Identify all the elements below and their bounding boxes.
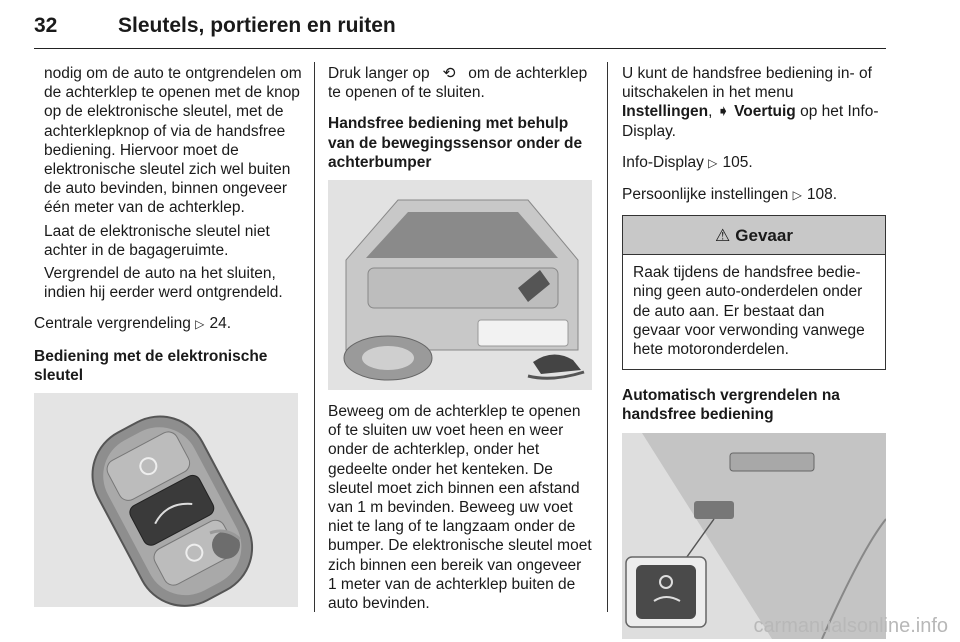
reference-label: Persoonlijke instellingen <box>622 186 789 204</box>
reference-page: 108. <box>806 186 838 204</box>
column-divider-1 <box>314 62 315 612</box>
page-number: 32 <box>34 14 58 37</box>
paragraph-key-not-in-trunk: Laat de elektronische sleutel niet achter in de bagageruimte. <box>44 222 270 259</box>
tailgate-icon: ⟲ <box>442 65 456 82</box>
column-2 <box>328 64 594 617</box>
column-1 <box>34 64 302 607</box>
paragraph-lock-after-close: Vergrendel de auto na het sluiten, indien hij eerder werd ontgrendeld. <box>44 265 283 302</box>
menu-settings: Instellingen <box>622 103 709 121</box>
section-heading-handsfree-sensor: Handsfree bediening met behulp van de bewegingssensor onder de achterbumper <box>328 115 583 171</box>
reference-page: 24. <box>209 315 232 333</box>
reference-label: Info-Display <box>622 153 704 171</box>
text-fragment: Druk langer op <box>328 65 430 82</box>
text-fragment: om de achterklep te openen of te sluiten. <box>328 65 588 102</box>
text-fragment: U kunt de handsfree bediening in- of uitschakelen in het menu <box>622 65 872 102</box>
reference-arrow-icon: ▷ <box>708 155 718 170</box>
cross-reference-personal-settings <box>622 185 886 205</box>
tailgate-button-illustration <box>622 433 886 639</box>
watermark: carmanualsonline.info <box>753 615 948 637</box>
rear-bumper-illustration <box>328 180 592 390</box>
cross-reference-info-display <box>622 153 886 173</box>
paragraph-unlock-tailgate: nodig om de auto te ontgrendelen om de achterklep te openen met de knop op de elektronische sleutel, met de achterklepknop of via de handsfree bediening. Hiervoor moet de elektronische sleutel zich wel buiten de auto bevinden, binnen ongeveer één meter van de achterklep. <box>44 65 302 217</box>
page-title: Sleutels, portieren en ruiten <box>118 14 396 37</box>
page-header <box>34 6 886 49</box>
section-heading-electronic-key: Bediening met de elektronische sleutel <box>34 347 268 384</box>
cross-reference-central-locking <box>34 314 302 334</box>
warning-box <box>622 215 886 370</box>
reference-label: Centrale vergrendeling <box>34 315 191 333</box>
reference-page: 105. <box>722 153 753 171</box>
electronic-key-illustration <box>34 393 298 607</box>
menu-arrow-icon: ➧ <box>716 103 730 121</box>
warning-title: Gevaar <box>735 225 793 245</box>
warning-text: Raak tijdens de handsfree bediening geen auto-onderdelen onder de auto aan. Er bestaat dan gevaar voor verwonding vanwege hete motoronderdelen. <box>633 264 865 359</box>
text-fragment: op het Info-Display. <box>622 103 879 140</box>
warning-triangle-icon: ⚠ <box>715 225 731 245</box>
paragraph-foot-motion: Beweeg om de achterklep te openen of te sluiten uw voet heen en weer onder de achterklep, onder het gedeelte onder het kenteken. De sleutel moet zich binnen een afstand van 1 m bevinden. Beweeg uw voet niet te lang of te langzaam onder de bumper. De elektronische sleutel moet zich binnen een bereik van ongeveer 1 meter van de achterklep buiten de auto bevinden. <box>328 403 592 613</box>
section-heading-auto-lock: Automatisch vergrendelen na handsfree bediening <box>622 387 840 424</box>
paragraph-long-press <box>328 64 594 102</box>
menu-vehicle: Voertuig <box>734 103 796 121</box>
warning-header <box>623 216 885 255</box>
reference-arrow-icon: ▷ <box>792 188 802 203</box>
column-3 <box>622 64 886 639</box>
paragraph-enable-handsfree: U kunt de handsfree bediening in- of uitschakelen in het menu Instellingen, ➧ Voertuig op het Info-Display. <box>622 65 879 140</box>
reference-arrow-icon: ▷ <box>195 317 205 332</box>
column-divider-2 <box>607 62 608 612</box>
